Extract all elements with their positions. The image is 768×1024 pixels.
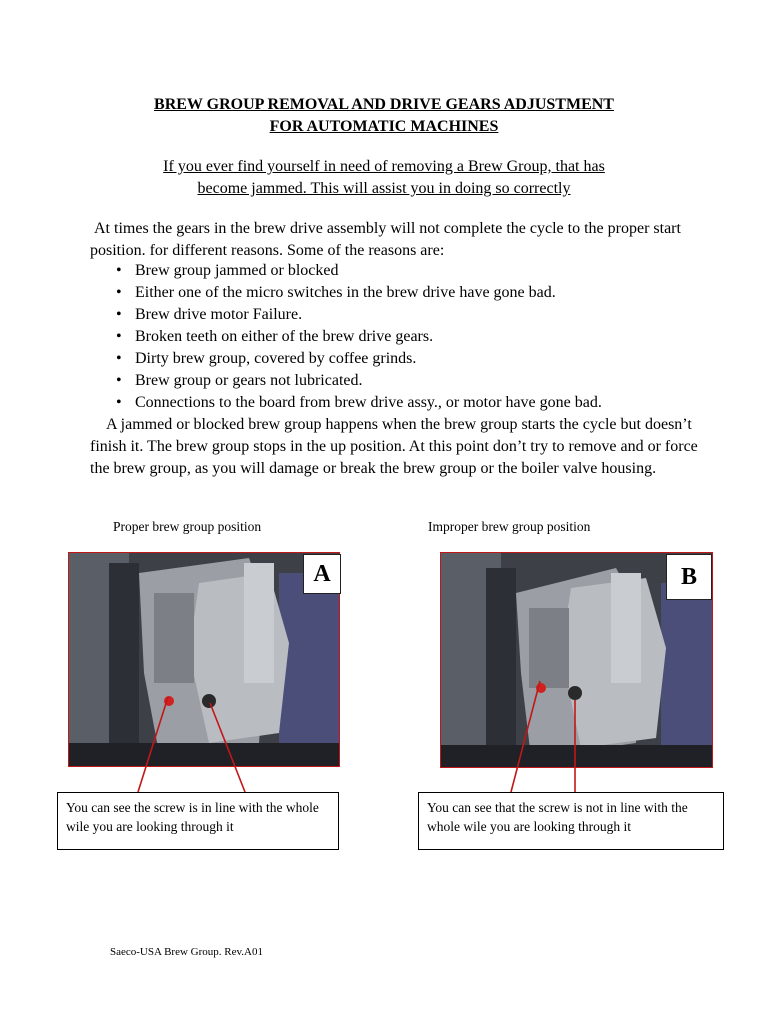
document-title-line1: BREW GROUP REMOVAL AND DRIVE GEARS ADJUSTMENT (154, 96, 614, 113)
list-item: • Either one of the micro switches in the brew drive have gone bad. (116, 282, 602, 304)
document-subtitle-line1: If you ever find yourself in need of removing a Brew Group, that has (163, 158, 605, 175)
intro-paragraph: At times the gears in the brew drive assembly will not complete the cycle to the proper start position. for different reasons. Some of the reasons are: (90, 220, 685, 259)
list-item: • Brew drive motor Failure. (116, 304, 602, 326)
pointer-line (138, 697, 168, 792)
pointer-line (210, 703, 245, 792)
jam-paragraph: A jammed or blocked brew group happens when the brew group starts the cycle but doesn’t finish it. The brew group stops in the up position. At this point don’t try to remove and or force the brew group, as you will damage or break the brew group or the boiler valve housing. (90, 416, 698, 477)
list-item: • Dirty brew group, covered by coffee grinds. (116, 348, 602, 370)
pointer-line (511, 681, 540, 792)
document-subtitle-line2: become jammed. This will assist you in doing so correctly (197, 180, 571, 197)
note-box-a: You can see the screw is in line with the whole wile you are looking through it (57, 792, 339, 850)
list-item: • Broken teeth on either of the brew drive gears. (116, 326, 602, 348)
figure-b-label: B (666, 554, 712, 600)
figure-b-caption: Improper brew group position (428, 519, 591, 534)
document-title-line2: FOR AUTOMATIC MACHINES (269, 118, 499, 135)
list-item: • Connections to the board from brew drive assy., or motor have gone bad. (116, 392, 602, 414)
figure-a-caption: Proper brew group position (113, 519, 262, 534)
figure-a-label: A (303, 554, 341, 594)
list-item: • Brew group jammed or blocked (116, 260, 602, 282)
document-footer: Saeco-USA Brew Group. Rev.A01 (110, 946, 263, 958)
list-item: • Brew group or gears not lubricated. (116, 370, 602, 392)
note-box-b: You can see that the screw is not in line with the whole wile you are looking through it (418, 792, 724, 850)
